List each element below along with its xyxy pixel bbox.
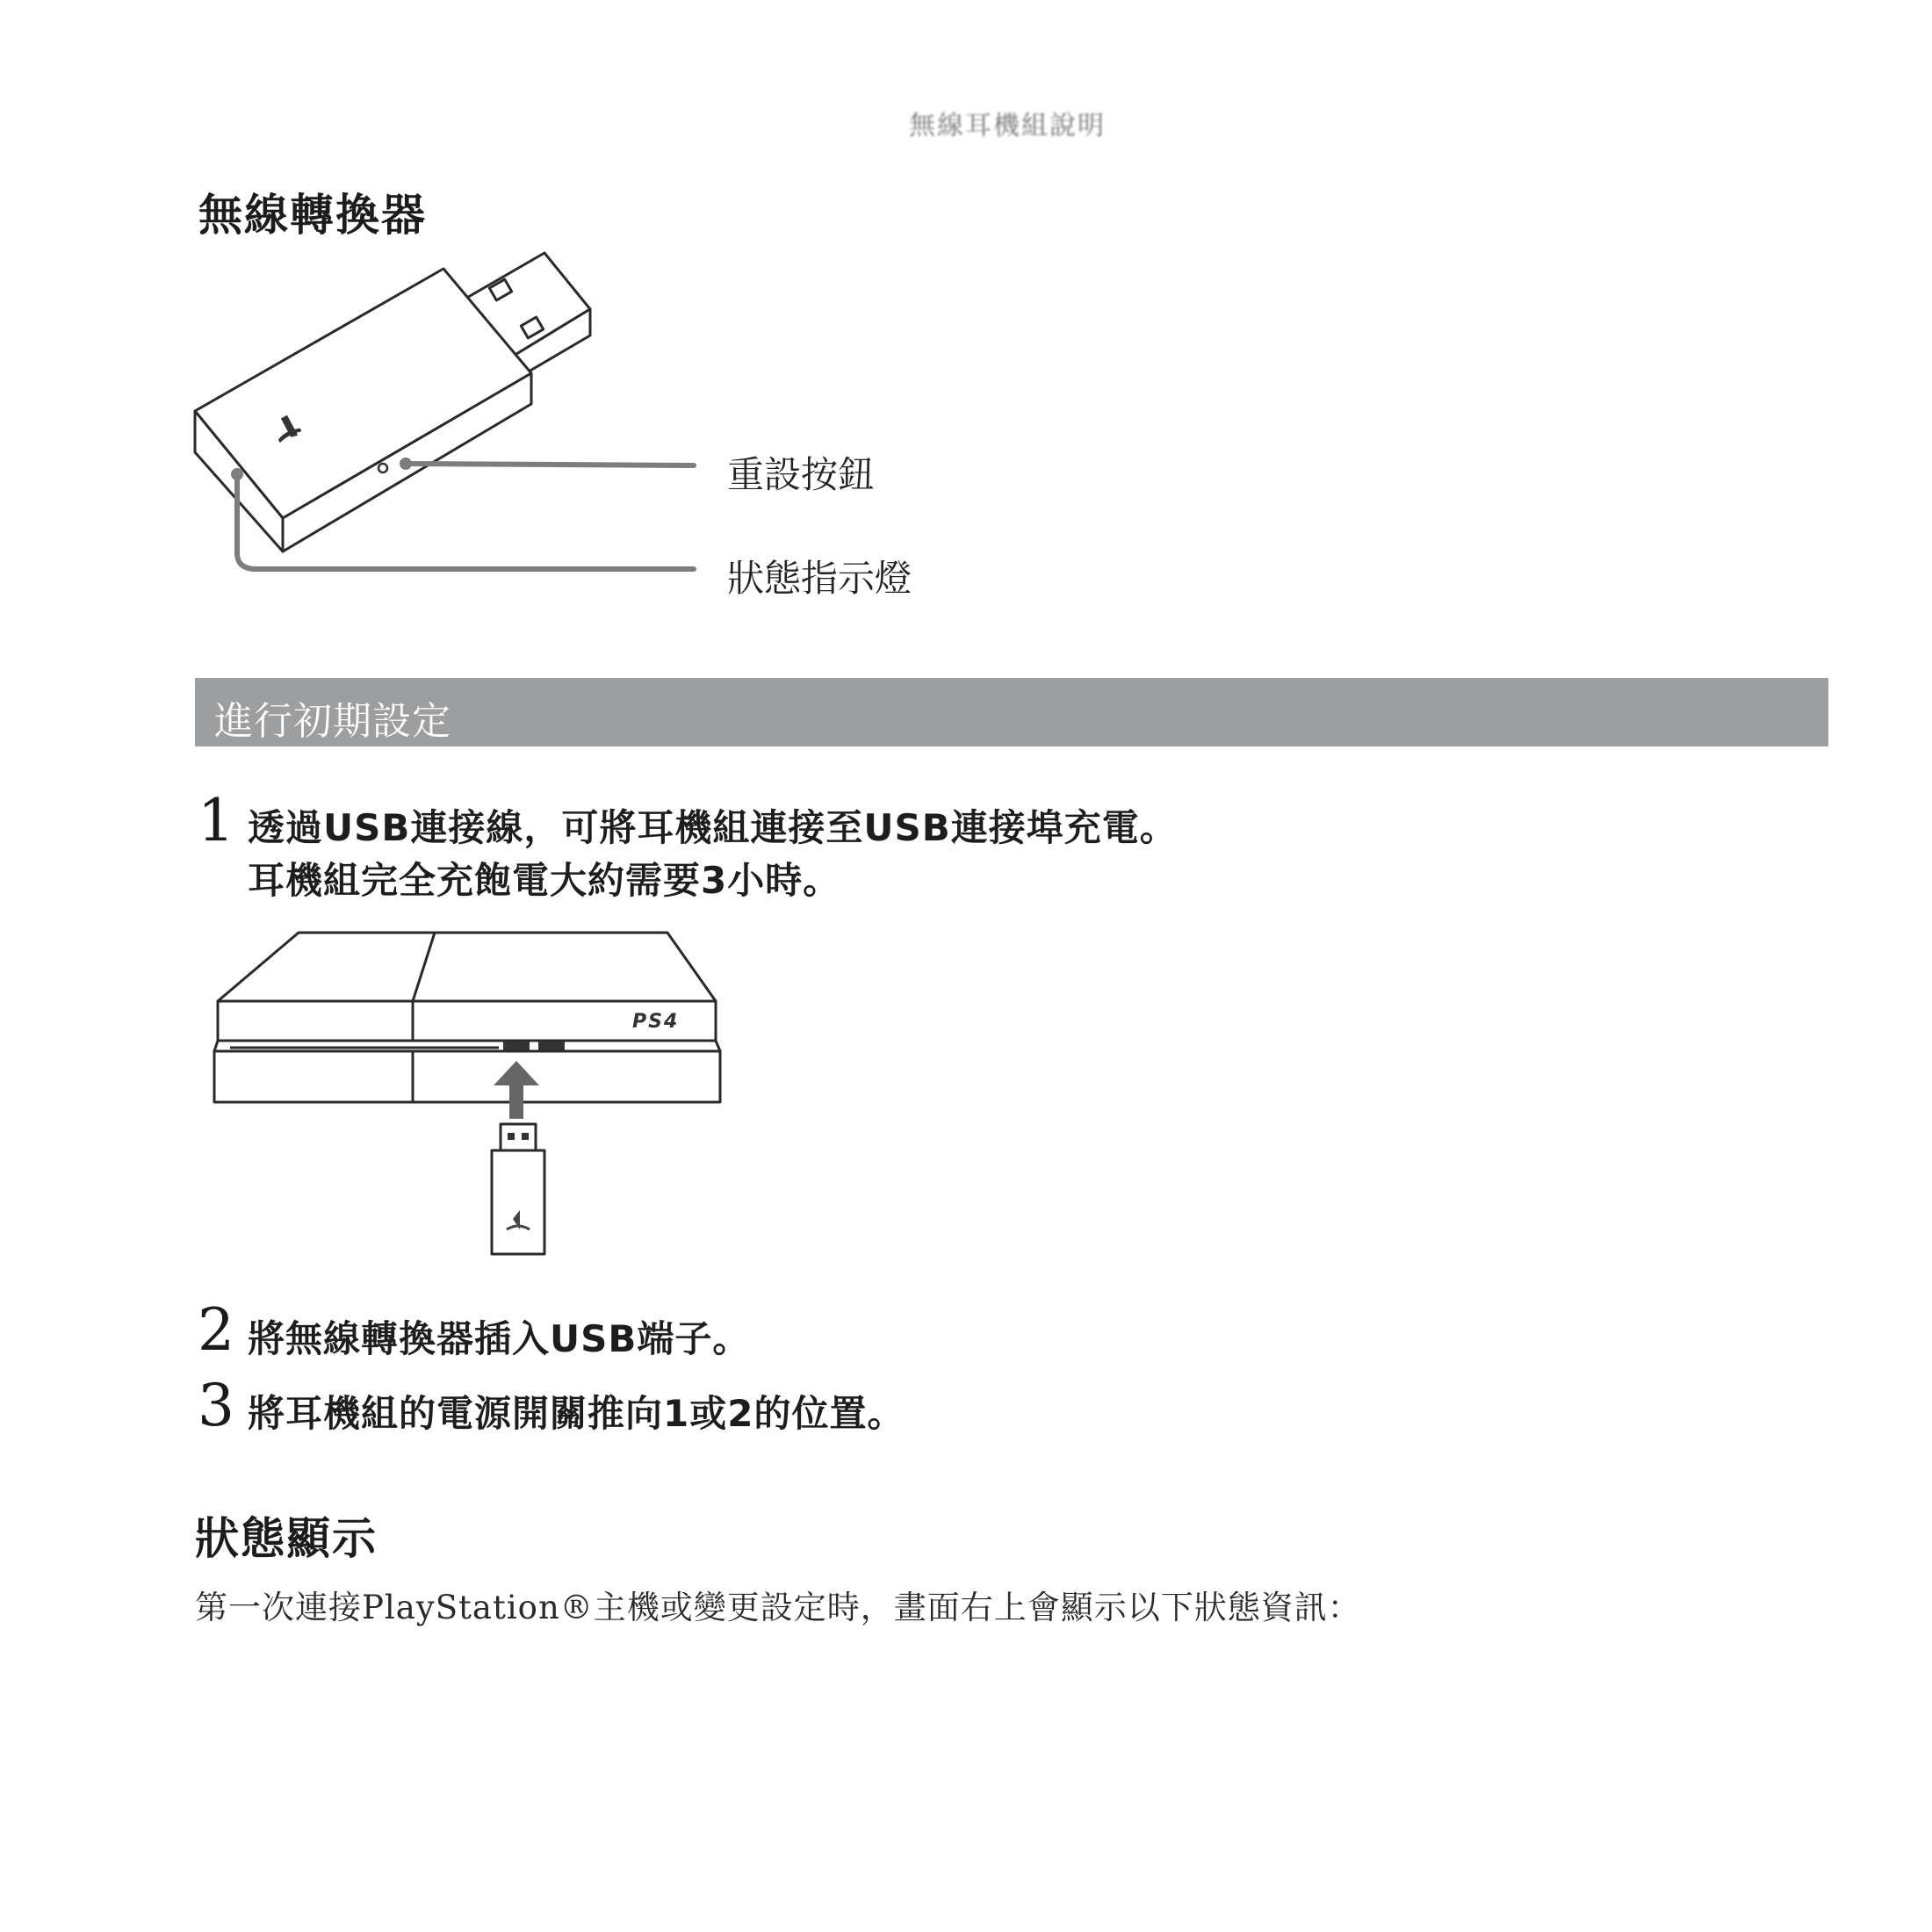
step-2-number: 2 xyxy=(198,1296,234,1364)
step-1-line-2: 耳機組完全充飽電大約需要3小時。 xyxy=(248,859,841,902)
ps4-logo: PS4 xyxy=(632,1011,680,1033)
status-section-body: 第一次連接PlayStation®主機或變更設定時，畫面右上會顯示以下狀態資訊： xyxy=(195,1589,1361,1626)
step-3-number: 3 xyxy=(198,1372,234,1439)
small-adapter-icon xyxy=(492,1124,544,1254)
step-1-number: 1 xyxy=(198,787,234,854)
usb-port-right xyxy=(538,1042,565,1051)
reset-button-label: 重設按鈕 xyxy=(727,453,876,496)
step-2-text: 將無線轉換器插入USB端子。 xyxy=(248,1317,751,1360)
usb-port-left xyxy=(503,1042,530,1051)
status-section-heading: 狀態顯示 xyxy=(195,1513,378,1564)
status-indicator-label: 狀態指示燈 xyxy=(727,557,912,600)
page-header-fragment: 無線耳機組說明 xyxy=(909,111,1106,141)
step-3-text: 將耳機組的電源開關推向1或2的位置。 xyxy=(248,1392,905,1435)
setup-section-title: 進行初期設定 xyxy=(214,699,451,744)
step-1-line-1: 透過USB連接線，可將耳機組連接至USB連接埠充電。 xyxy=(248,806,1178,849)
adapter-section-heading: 無線轉換器 xyxy=(198,190,427,241)
